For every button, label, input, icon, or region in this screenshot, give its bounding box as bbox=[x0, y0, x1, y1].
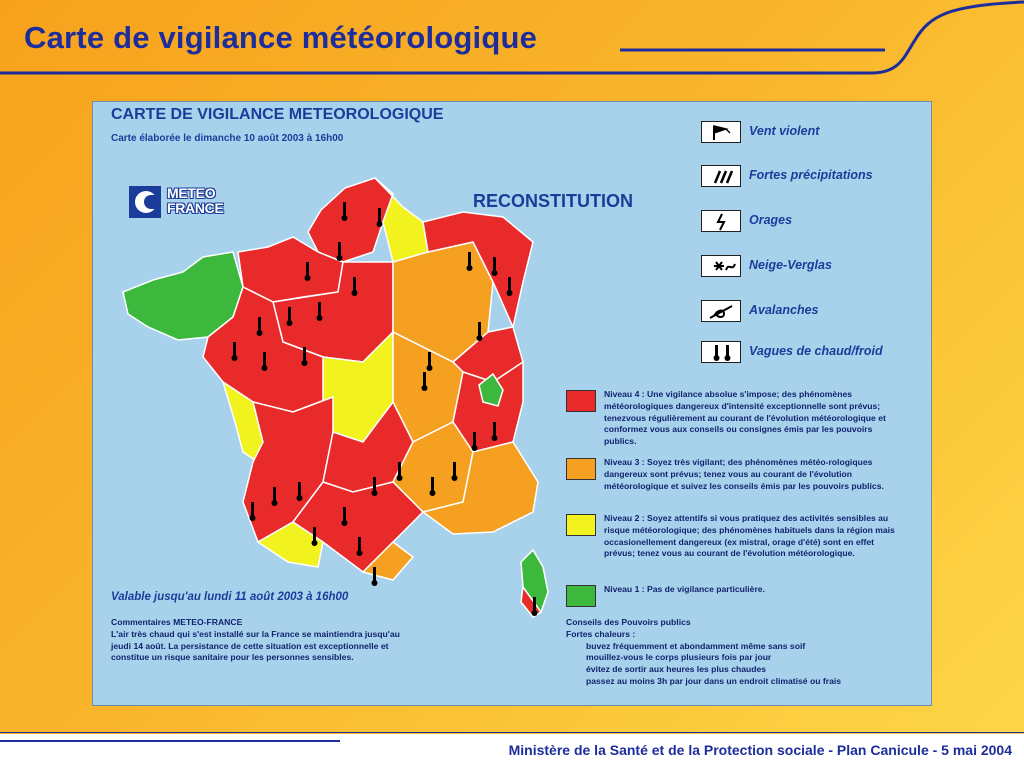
reconstitution-label: RECONSTITUTION bbox=[473, 191, 633, 211]
avalanche-icon bbox=[701, 300, 741, 322]
snow-ice-icon bbox=[701, 255, 741, 277]
level-2-text: Niveau 2 : Soyez attentifs si vous pratiquez des activités sensibles au risque météorologique; des phénomènes habituels dans la région mais occasionellement dangereux (ex mistral, orage d'été) sont en effet prévus; tenez vous au courant de l'évolution météorologique. bbox=[604, 513, 895, 559]
slide-title: Carte de vigilance météorologique bbox=[24, 20, 538, 55]
footer-rule bbox=[0, 732, 1024, 733]
vigilance-map-panel bbox=[92, 101, 932, 706]
level-1-text: Niveau 1 : Pas de vigilance particulière. bbox=[604, 584, 765, 594]
wind-icon bbox=[701, 121, 741, 143]
level-3-text: Niveau 3 : Soyez très vigilant; des phénomènes météo-rologiques dangereux sont prévus; tenez vous au courant de l'évolution météorologique et suivez les conseils émis par les pouvoirs publics. bbox=[604, 457, 884, 491]
map-panel-subtitle: Carte élaborée le dimanche 10 août 2003 à 16h00 bbox=[111, 133, 344, 144]
level-4-text: Niveau 4 : Une vigilance absolue s'impose; des phénomènes météorologiques dangereux d'intensité exceptionnelle sont prévus; tenezvous régulièrement au courant de l'évolution météorologique et conformez vous aux conseils ou consignes émis par les pouvoirs publics. bbox=[604, 389, 886, 447]
advice-item: passez au moins 3h par jour dans un endroit climatisé ou frais bbox=[586, 675, 842, 686]
level-1-swatch bbox=[566, 585, 596, 607]
comments-heading: Commentaires METEO-FRANCE bbox=[111, 617, 243, 627]
legend-label: Vagues de chaud/froid bbox=[749, 344, 883, 358]
logo-text: METEO FRANCE bbox=[167, 185, 224, 216]
legend-label: Orages bbox=[749, 213, 793, 227]
meteo-comments bbox=[111, 617, 411, 664]
map-panel-title: CARTE DE VIGILANCE METEOROLOGIQUE bbox=[111, 106, 444, 123]
legend-label: Fortes précipitations bbox=[749, 168, 873, 182]
advice-item: buvez fréquemment et abondamment même sans soif bbox=[586, 640, 806, 651]
validity-text: Valable jusqu'au lundi 11 août 2003 à 16h00 bbox=[111, 591, 349, 603]
level-2-swatch bbox=[566, 514, 596, 536]
level-3-swatch bbox=[566, 458, 596, 480]
public-advice bbox=[566, 617, 906, 688]
thermometer-icon bbox=[701, 341, 741, 363]
advice-heading: Conseils des Pouvoirs publics bbox=[566, 617, 691, 627]
legend-label: Neige-Verglas bbox=[749, 258, 832, 272]
legend-label: Vent violent bbox=[749, 124, 820, 138]
comments-body: L'air très chaud qui s'est installé sur la France se maintiendra jusqu'au jeudi 14 août. La persistance de cette situation est exceptionnelle et constitue un risque sanitaire pour les personnes sensibles. bbox=[111, 628, 400, 663]
footer-accent-line bbox=[0, 740, 340, 742]
rain-icon bbox=[701, 165, 741, 187]
storm-icon bbox=[701, 210, 741, 232]
level-4-swatch bbox=[566, 390, 596, 412]
advice-item: évitez de sortir aux heures les plus chaudes bbox=[586, 664, 767, 675]
advice-subheading: Fortes chaleurs : bbox=[566, 628, 636, 639]
legend-label: Avalanches bbox=[749, 303, 819, 317]
footer-text: Ministère de la Santé et de la Protection sociale - Plan Canicule - 5 mai 2004 bbox=[508, 742, 1012, 758]
advice-item: mouillez-vous le corps plusieurs fois par jour bbox=[586, 652, 772, 663]
